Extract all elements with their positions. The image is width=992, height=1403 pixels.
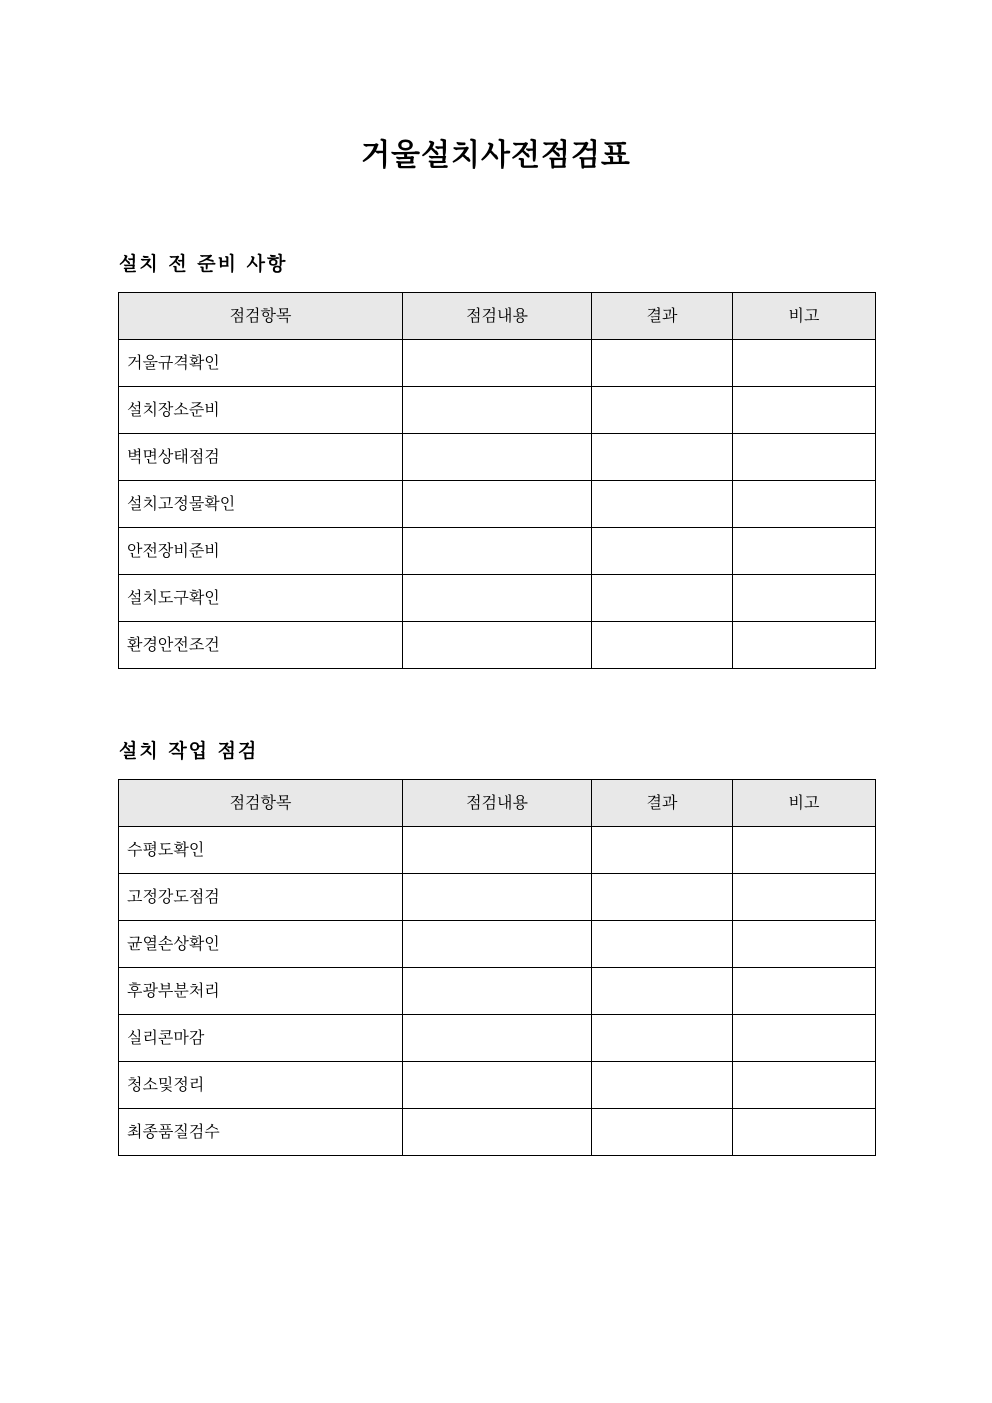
table-row (119, 827, 876, 874)
check-item-cell: 최종품질검수 (119, 1109, 403, 1156)
check-note-cell[interactable] (733, 481, 876, 528)
column-header-content: 점검내용 (403, 293, 592, 340)
document-title: 거울설치사전점검표 (361, 138, 631, 173)
check-result-cell[interactable] (592, 1109, 733, 1156)
column-header-item: 점검항목 (119, 780, 403, 827)
check-result-cell[interactable] (592, 827, 733, 874)
check-note-cell[interactable] (733, 340, 876, 387)
check-result-cell[interactable] (592, 575, 733, 622)
check-item-cell: 거울규격확인 (119, 340, 403, 387)
column-header-result: 결과 (592, 780, 733, 827)
check-result-cell[interactable] (592, 968, 733, 1015)
check-note-cell[interactable] (733, 1015, 876, 1062)
column-header-result: 결과 (592, 293, 733, 340)
check-note-cell[interactable] (733, 1062, 876, 1109)
check-content-cell[interactable] (403, 827, 592, 874)
table-row (119, 921, 876, 968)
table-row (119, 481, 876, 528)
table-row (119, 528, 876, 575)
check-note-cell[interactable] (733, 921, 876, 968)
check-note-cell[interactable] (733, 968, 876, 1015)
check-result-cell[interactable] (592, 340, 733, 387)
check-note-cell[interactable] (733, 434, 876, 481)
check-result-cell[interactable] (592, 481, 733, 528)
column-header-note: 비고 (733, 293, 876, 340)
table-header-row (119, 293, 876, 340)
section-heading-installation: 설치 작업 점검 (119, 740, 259, 762)
check-item-cell: 설치고정물확인 (119, 481, 403, 528)
check-note-cell[interactable] (733, 387, 876, 434)
table-row (119, 1109, 876, 1156)
check-note-cell[interactable] (733, 575, 876, 622)
check-note-cell[interactable] (733, 874, 876, 921)
check-content-cell[interactable] (403, 1109, 592, 1156)
check-item-cell: 환경안전조건 (119, 622, 403, 669)
check-result-cell[interactable] (592, 434, 733, 481)
column-header-item: 점검항목 (119, 293, 403, 340)
table-row (119, 874, 876, 921)
check-content-cell[interactable] (403, 874, 592, 921)
check-content-cell[interactable] (403, 434, 592, 481)
check-note-cell[interactable] (733, 528, 876, 575)
table-row (119, 968, 876, 1015)
check-item-cell: 설치장소준비 (119, 387, 403, 434)
check-content-cell[interactable] (403, 340, 592, 387)
check-item-cell: 실리콘마감 (119, 1015, 403, 1062)
check-result-cell[interactable] (592, 622, 733, 669)
table-row (119, 1015, 876, 1062)
check-content-cell[interactable] (403, 921, 592, 968)
check-content-cell[interactable] (403, 1062, 592, 1109)
check-item-cell: 청소및정리 (119, 1062, 403, 1109)
table-row (119, 575, 876, 622)
check-result-cell[interactable] (592, 387, 733, 434)
check-content-cell[interactable] (403, 1015, 592, 1062)
column-header-note: 비고 (733, 780, 876, 827)
check-content-cell[interactable] (403, 575, 592, 622)
check-item-cell: 벽면상태점검 (119, 434, 403, 481)
check-result-cell[interactable] (592, 921, 733, 968)
check-result-cell[interactable] (592, 1015, 733, 1062)
table-row (119, 387, 876, 434)
check-result-cell[interactable] (592, 1062, 733, 1109)
check-item-cell: 고정강도점검 (119, 874, 403, 921)
table-row (119, 340, 876, 387)
table-row (119, 434, 876, 481)
section-heading-preparation: 설치 전 준비 사항 (119, 253, 288, 275)
check-note-cell[interactable] (733, 622, 876, 669)
check-item-cell: 설치도구확인 (119, 575, 403, 622)
check-note-cell[interactable] (733, 1109, 876, 1156)
table-header-row (119, 780, 876, 827)
check-content-cell[interactable] (403, 481, 592, 528)
check-item-cell: 수평도확인 (119, 827, 403, 874)
check-item-cell: 안전장비준비 (119, 528, 403, 575)
check-result-cell[interactable] (592, 874, 733, 921)
installation-checklist-table (118, 779, 876, 1156)
table-row (119, 622, 876, 669)
column-header-content: 점검내용 (403, 780, 592, 827)
check-content-cell[interactable] (403, 387, 592, 434)
check-content-cell[interactable] (403, 528, 592, 575)
check-result-cell[interactable] (592, 528, 733, 575)
check-item-cell: 후광부분처리 (119, 968, 403, 1015)
check-content-cell[interactable] (403, 968, 592, 1015)
table-row (119, 1062, 876, 1109)
check-note-cell[interactable] (733, 827, 876, 874)
check-item-cell: 균열손상확인 (119, 921, 403, 968)
preparation-checklist-table (118, 292, 876, 669)
check-content-cell[interactable] (403, 622, 592, 669)
